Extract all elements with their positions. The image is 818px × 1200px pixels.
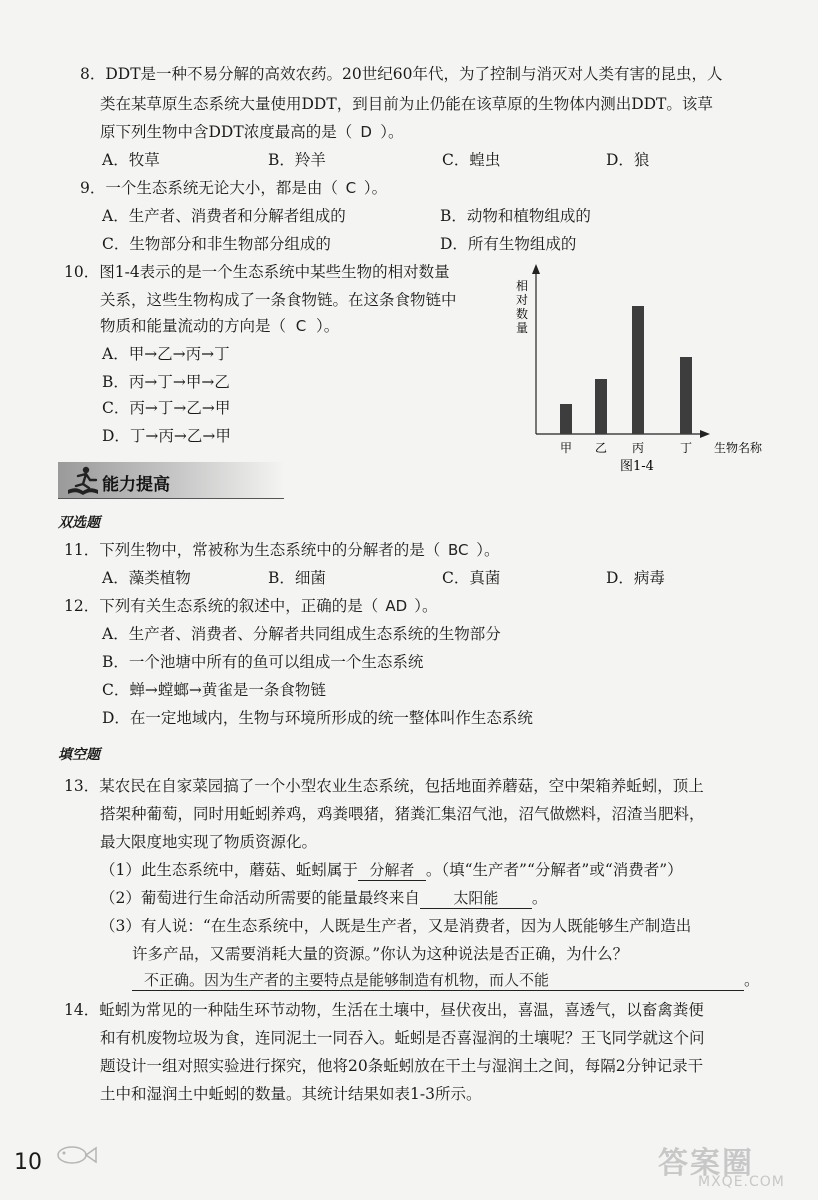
section-banner bbox=[58, 462, 284, 499]
q11-option-b: B．细菌 bbox=[268, 569, 326, 587]
x-tick-labels bbox=[560, 441, 692, 455]
q13-sub3-answer: 不正确。因为生产者的主要特点是能够制造有机物，而人不能 bbox=[132, 970, 744, 991]
q8-option-a: A．牧草 bbox=[102, 151, 160, 169]
q13-sub1-answer: 分解者 bbox=[358, 860, 426, 881]
x-tick-label-4: 丁 bbox=[679, 441, 693, 455]
bars bbox=[560, 306, 692, 434]
q8-line1: 8．DDT是一种不易分解的高效农药。20世纪60年代，为了控制与消灭对人类有害的昆虫，人 bbox=[80, 65, 723, 83]
q8-stem-end: 原下列生物中含DDT浓度最高的是（ bbox=[100, 123, 353, 141]
y-axis-label-char: 相 bbox=[515, 279, 529, 293]
q13-line3: 最大限度地实现了物质资源化。 bbox=[100, 833, 318, 851]
x-tick-label-3: 丙 bbox=[631, 441, 645, 455]
q11-bracket-close: ）。 bbox=[476, 541, 500, 559]
bar-2 bbox=[595, 379, 607, 434]
q9-bracket-close: ）。 bbox=[363, 179, 388, 197]
q11-option-c: C．真菌 bbox=[442, 569, 501, 587]
q12-answer: AD bbox=[385, 597, 408, 615]
q8-answer: D bbox=[360, 123, 372, 141]
q13-sub2-end: 。 bbox=[531, 889, 548, 907]
subhead-double-choice: 双选题 bbox=[58, 515, 100, 531]
q8-option-c: C．蝗虫 bbox=[442, 151, 501, 169]
q14-line1: 14．蚯蚓为常见的一种陆生环节动物，生活在土壤中，昼伏夜出，喜温，喜透气，以畜禽粪便 bbox=[64, 1001, 704, 1019]
q13-sub3-line2: 许多产品，又需要消耗大量的资源。”你认为这种说法是否正确，为什么？ bbox=[132, 945, 629, 963]
q12-bracket-close: ）。 bbox=[414, 597, 438, 615]
q12-option-c: C．蝉→螳螂→黄雀是一条食物链 bbox=[102, 681, 326, 699]
q13-line2: 搭架种葡萄，同时用蚯蚓养鸡，鸡粪喂猪，猪粪汇集沼气池，沼气做燃料，沼渣当肥料， bbox=[100, 805, 705, 823]
q8-option-d: D．狼 bbox=[606, 151, 650, 169]
q12-option-b: B．一个池塘中所有的鱼可以组成一个生态系统 bbox=[102, 653, 424, 671]
q9-option-b: B．动物和植物组成的 bbox=[440, 207, 591, 225]
y-axis-label-char: 对 bbox=[515, 293, 529, 307]
bar-4 bbox=[680, 357, 692, 434]
q13-sub3-line1: （3）有人说：“在生态系统中，人既是生产者，又是消费者，因为人既能够生产制造出 bbox=[100, 917, 692, 935]
q11-stem bbox=[64, 540, 500, 560]
x-axis-label: 生物名称 bbox=[714, 441, 763, 455]
q11-option-d: D．病毒 bbox=[606, 569, 665, 587]
watermark-url: MXQE.COM bbox=[698, 1174, 785, 1190]
q10-line2: 关系，这些生物构成了一条食物链。在这条食物链中 bbox=[100, 291, 457, 309]
subhead-fill-blank: 填空题 bbox=[58, 747, 100, 763]
fish-decoration-icon bbox=[50, 1140, 100, 1170]
bar-1 bbox=[560, 404, 572, 434]
q9-option-d: D．所有生物组成的 bbox=[440, 235, 577, 253]
q11-option-a: A．藻类植物 bbox=[102, 569, 191, 587]
q10-stem-end: 物质和能量流动的方向是（ bbox=[100, 317, 287, 335]
q13-line1: 13．某农民在自家菜园搞了一个小型农业生态系统，包括地面养蘑菇，空中架箱养蚯蚓，顶上 bbox=[64, 777, 704, 795]
q13-sub1-stem: （1）此生态系统中，蘑菇、蚯蚓属于 bbox=[100, 861, 358, 879]
figure-caption: 图1-4 bbox=[620, 459, 654, 474]
q9-stem bbox=[80, 178, 387, 198]
q11-answer: BC bbox=[447, 541, 469, 559]
q10-option-b: B．丙→丁→甲→乙 bbox=[102, 373, 230, 391]
q13-sub2-answer: 太阳能 bbox=[420, 888, 532, 909]
q9-option-c: C．生物部分和非生物部分组成的 bbox=[102, 235, 331, 253]
q14-line3: 题设计一组对照实验进行探究，他将20条蚯蚓放在干土与湿润土之间，每隔2分钟记录干 bbox=[100, 1057, 704, 1075]
q8-bracket-close: ）。 bbox=[380, 123, 404, 141]
q8-option-b: B．羚羊 bbox=[268, 151, 326, 169]
q12-stem-text: 12．下列有关生态系统的叙述中，正确的是（ bbox=[64, 597, 379, 615]
watermark-logo bbox=[658, 1138, 808, 1194]
q13-sub1 bbox=[100, 860, 683, 881]
x-tick-label-1: 甲 bbox=[559, 441, 573, 455]
figure-1-4-bar-chart bbox=[508, 262, 780, 482]
q12-stem bbox=[64, 596, 438, 616]
q9-option-a: A．生产者、消费者和分解者组成的 bbox=[102, 207, 346, 225]
q8-line2: 类在某草原生态系统大量使用DDT，到目前为止仍能在该草原的生物体内测出DDT。该草 bbox=[100, 95, 713, 113]
x-axis-arrow bbox=[700, 430, 710, 438]
q13-sub3-end: 。 bbox=[744, 971, 760, 989]
q14-line4: 土中和湿润土中蚯蚓的数量。其统计结果如表1-3所示。 bbox=[100, 1085, 482, 1103]
q13-sub3-answer-line bbox=[132, 970, 760, 991]
q12-option-d: D．在一定地域内，生物与环境所形成的统一整体叫作生态系统 bbox=[102, 709, 533, 727]
q9-stem-text: 9．一个生态系统无论大小，都是由（ bbox=[80, 179, 338, 197]
q10-line1: 10．图1-4表示的是一个生态系统中某些生物的相对数量 bbox=[64, 263, 450, 281]
watermark-text: 答案圈 bbox=[658, 1146, 754, 1181]
q11-stem-text: 11．下列生物中，常被称为生态系统中的分解者的是（ bbox=[64, 541, 441, 559]
page-number: 10 bbox=[14, 1150, 42, 1175]
q13-sub1-hint: 。（填“生产者”“分解者”或“消费者”） bbox=[425, 861, 683, 879]
q13-sub2 bbox=[100, 888, 547, 909]
q12-option-a: A．生产者、消费者、分解者共同组成生态系统的生物部分 bbox=[102, 625, 501, 643]
y-axis-label-char: 量 bbox=[515, 321, 529, 335]
section-title: 能力提高 bbox=[102, 475, 170, 495]
runner-book-icon bbox=[66, 464, 100, 496]
q13-sub2-stem: （2）葡萄进行生命活动所需要的能量最终来自 bbox=[100, 889, 420, 907]
q14-line2: 和有机废物垃圾为食，连同泥土一同吞入。蚯蚓是否喜湿润的土壤呢？王飞同学就这个问 bbox=[100, 1029, 705, 1047]
q10-option-d: D．丁→丙→乙→甲 bbox=[102, 427, 231, 445]
y-axis-label-char: 数 bbox=[515, 307, 529, 321]
q10-answer: C bbox=[295, 317, 307, 335]
bar-3 bbox=[632, 306, 644, 434]
x-tick-label-2: 乙 bbox=[594, 441, 608, 455]
q10-line3 bbox=[100, 316, 339, 336]
q9-answer: C bbox=[345, 179, 357, 197]
q10-option-a: A．甲→乙→丙→丁 bbox=[102, 345, 230, 363]
q10-bracket-close: ）。 bbox=[316, 317, 340, 335]
y-axis-arrow bbox=[532, 264, 540, 274]
q10-option-c: C．丙→丁→乙→甲 bbox=[102, 399, 231, 417]
y-axis-label bbox=[516, 278, 528, 335]
q8-line3 bbox=[100, 122, 403, 142]
